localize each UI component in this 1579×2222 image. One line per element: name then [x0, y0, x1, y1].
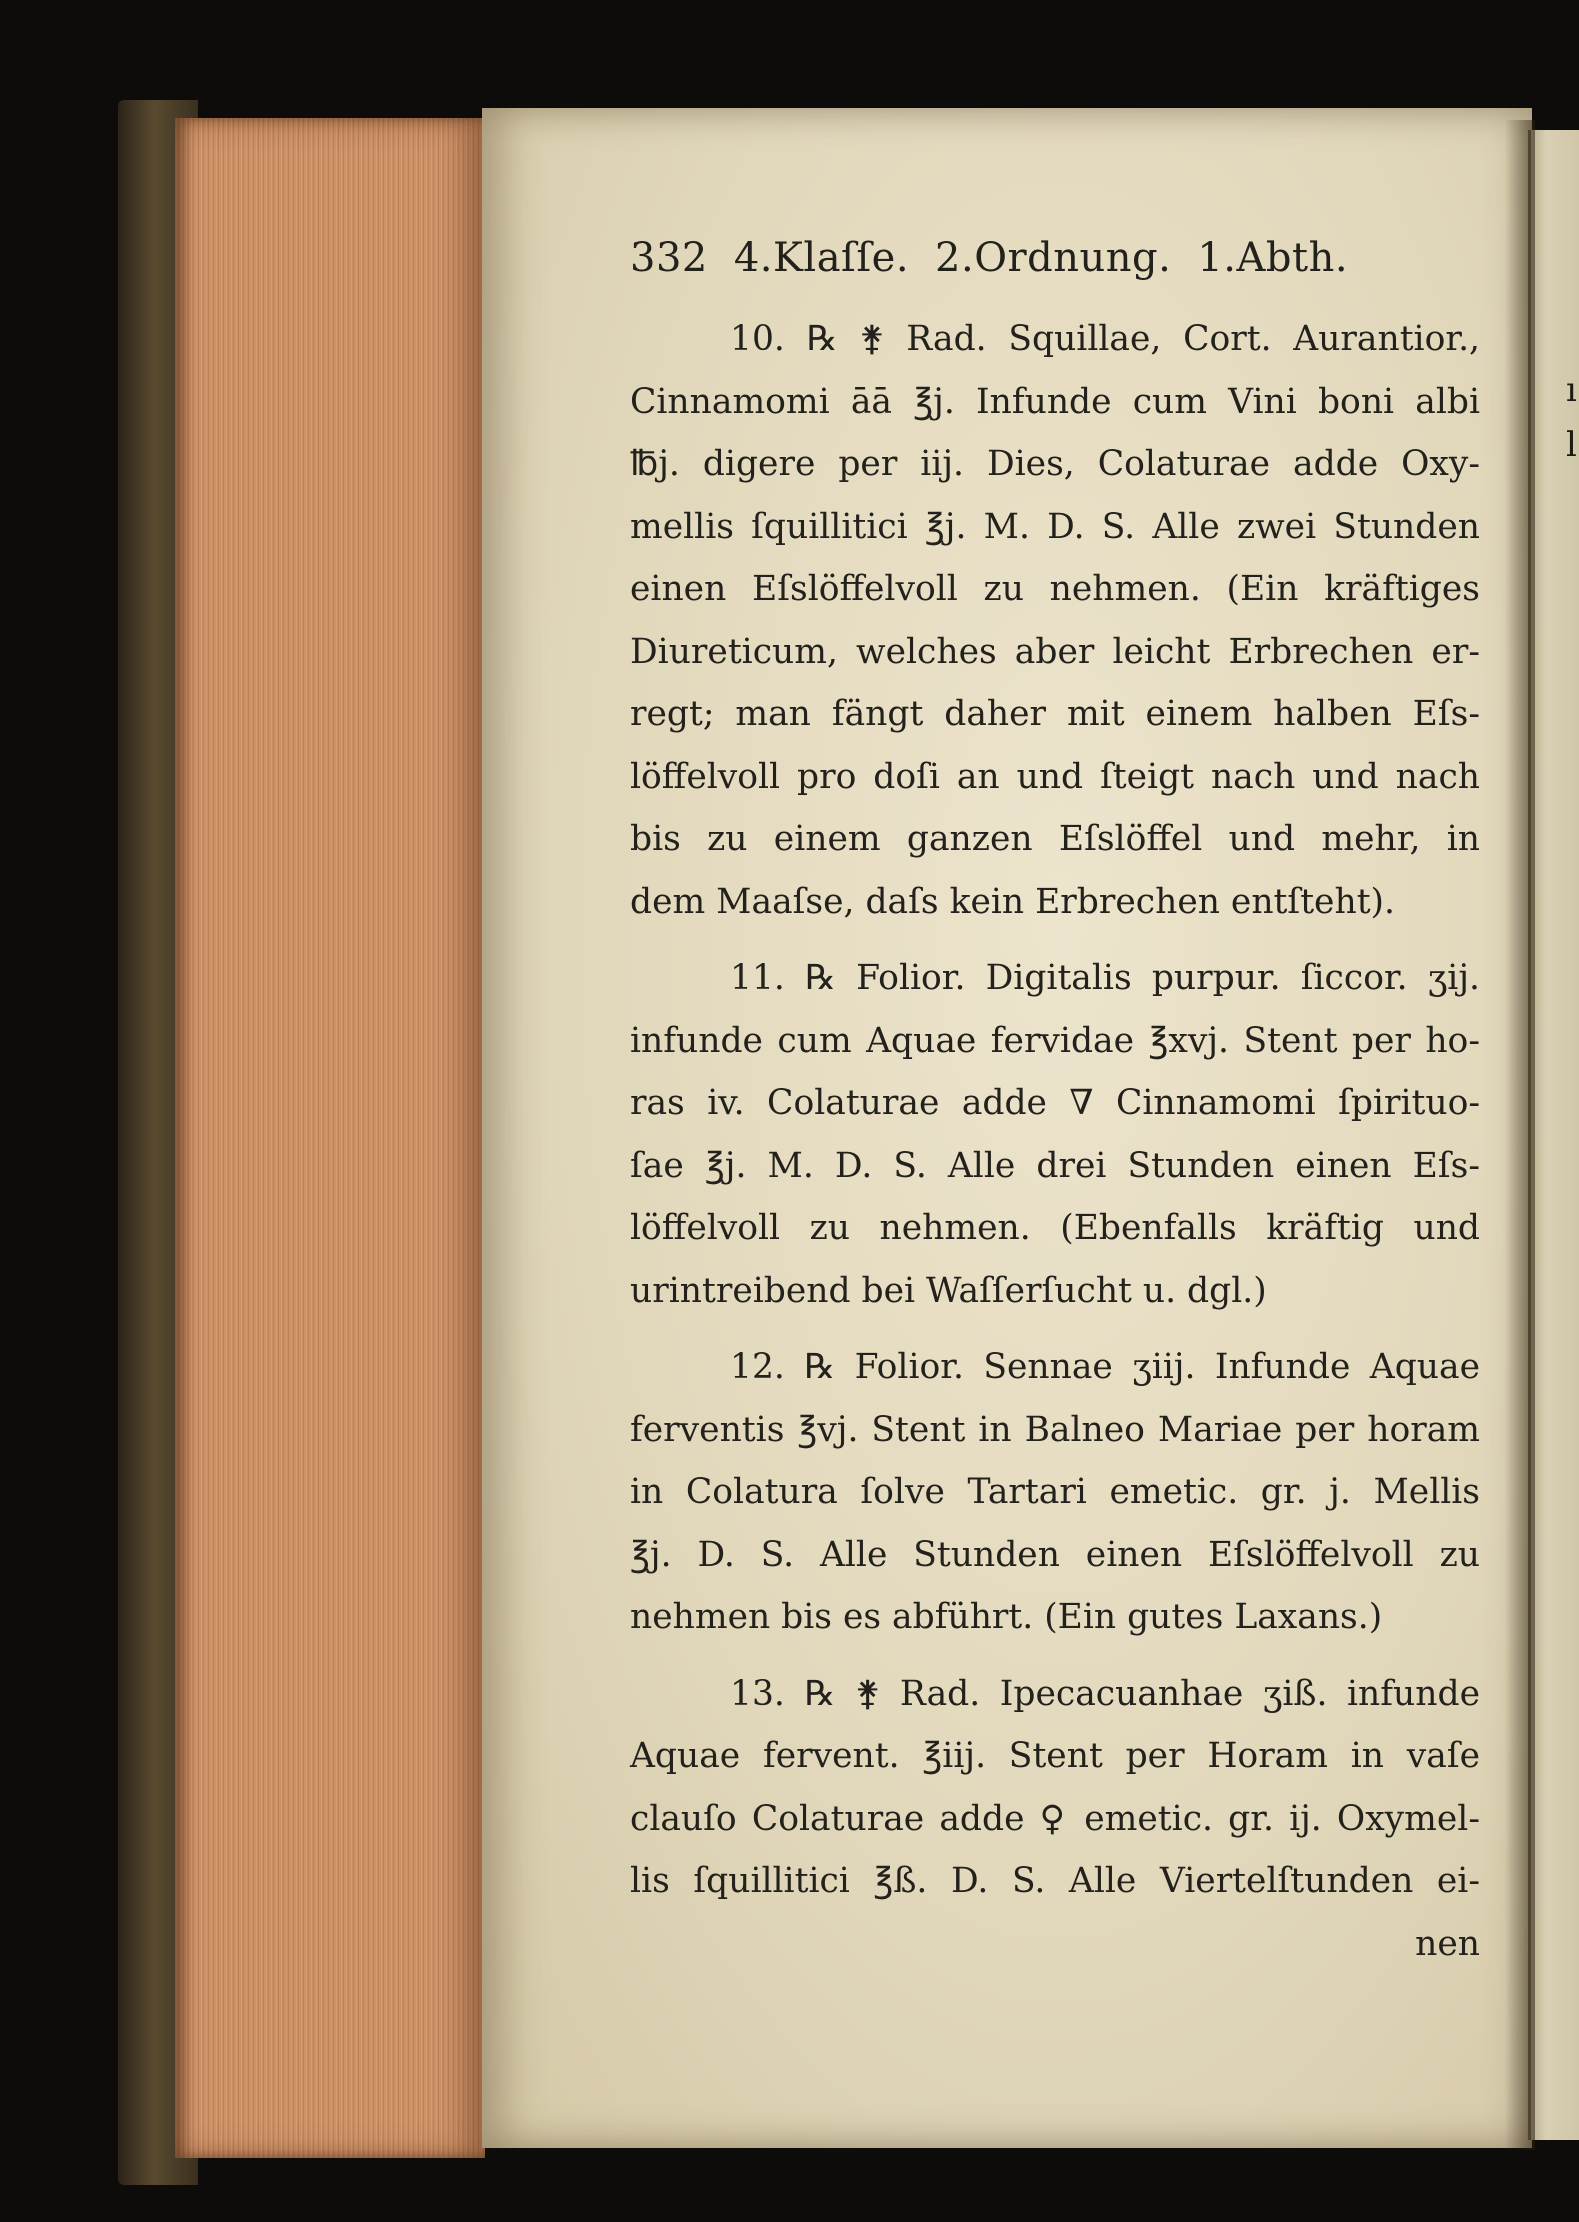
text-line: dem Maaſse, daſs kein Erbrechen entſteht).: [630, 881, 1395, 922]
text-line: regt; man fängt daher mit einem halben Eſs-: [630, 694, 1480, 734]
text-line: ℥j. D. S. Alle Stunden einen Eſslöffelvoll zu: [630, 1534, 1480, 1575]
text-line: 12. ℞ Folior. Sennae ʒiij. Infunde Aquae: [730, 1347, 1480, 1387]
paragraph-recipe-10: [630, 308, 1480, 933]
paragraph-recipe-11: [630, 947, 1480, 1322]
text-line: clauſo Colaturae adde ♀ emetic. gr. ij. Oxymel-: [630, 1798, 1480, 1839]
text-line: Diureticum, welches aber leicht Erbrechen er-: [630, 631, 1480, 672]
header-order: 2.Ordnung.: [935, 235, 1172, 281]
text-line: nehmen bis es abführt. (Ein gutes Laxans.): [630, 1597, 1383, 1637]
paragraph-recipe-13: [630, 1663, 1480, 1976]
facing-page-glyph: ı: [1566, 370, 1577, 410]
text-line: lis ſquillitici ℥ß. D. S. Alle Viertelſtunden ei-: [630, 1861, 1480, 1901]
text-line: ras iv. Colaturae adde ∇ Cinnamomi ſpirituo-: [630, 1083, 1480, 1123]
header-section: 1.Abth.: [1197, 235, 1349, 281]
header-class: 4.Klaſſe.: [733, 235, 910, 281]
text-line: löffelvoll pro doſi an und ſteigt nach und nach: [630, 756, 1480, 797]
text-line: Cinnamomi āā ℥j. Infunde cum Vini boni albi: [630, 381, 1480, 422]
page-edges: [175, 118, 485, 2158]
text-line: in Colatura ſolve Tartari emetic. gr. j. Mellis: [630, 1472, 1480, 1512]
facing-page-glyph: l: [1566, 425, 1577, 465]
paragraph-recipe-12: [630, 1336, 1480, 1649]
text-line: löffelvoll zu nehmen. (Ebenfalls kräftig und: [630, 1208, 1480, 1248]
text-line: 10. ℞ ⚵ Rad. Squillae, Cort. Aurantior.,: [730, 319, 1480, 359]
text-line: einen Eſslöffelvoll zu nehmen. (Ein kräftiges: [630, 569, 1480, 609]
text-line: ferventis ℥vj. Stent in Balneo Mariae per horam: [630, 1409, 1480, 1450]
text-line: ℔j. digere per iij. Dies, Colaturae adde Oxy-: [630, 444, 1480, 484]
text-line: bis zu einem ganzen Eſslöffel und mehr, in: [630, 819, 1480, 859]
text-line: ſae ℥j. M. D. S. Alle drei Stunden einen Eſs-: [630, 1145, 1480, 1186]
page-text: [630, 230, 1480, 1989]
text-line: urintreibend bei Waſſerſucht u. dgl.): [630, 1270, 1267, 1311]
text-line: 11. ℞ Folior. Digitalis purpur. ſiccor. ʒij.: [730, 958, 1480, 998]
text-line: infunde cum Aquae fervidae ℥xvj. Stent per ho-: [630, 1020, 1480, 1061]
text-line: mellis ſquillitici ℥j. M. D. S. Alle zwei Stunden: [630, 506, 1480, 547]
text-line: Aquae fervent. ℥iij. Stent per Horam in vaſe: [630, 1736, 1480, 1776]
gutter-shadow: [1505, 120, 1535, 2150]
text-line: 13. ℞ ⚵ Rad. Ipecacuanhae ʒiß. infunde: [730, 1673, 1480, 1714]
catchword: nen: [1415, 1923, 1480, 1964]
running-header: [630, 230, 1480, 286]
page-number: 332: [630, 235, 708, 281]
